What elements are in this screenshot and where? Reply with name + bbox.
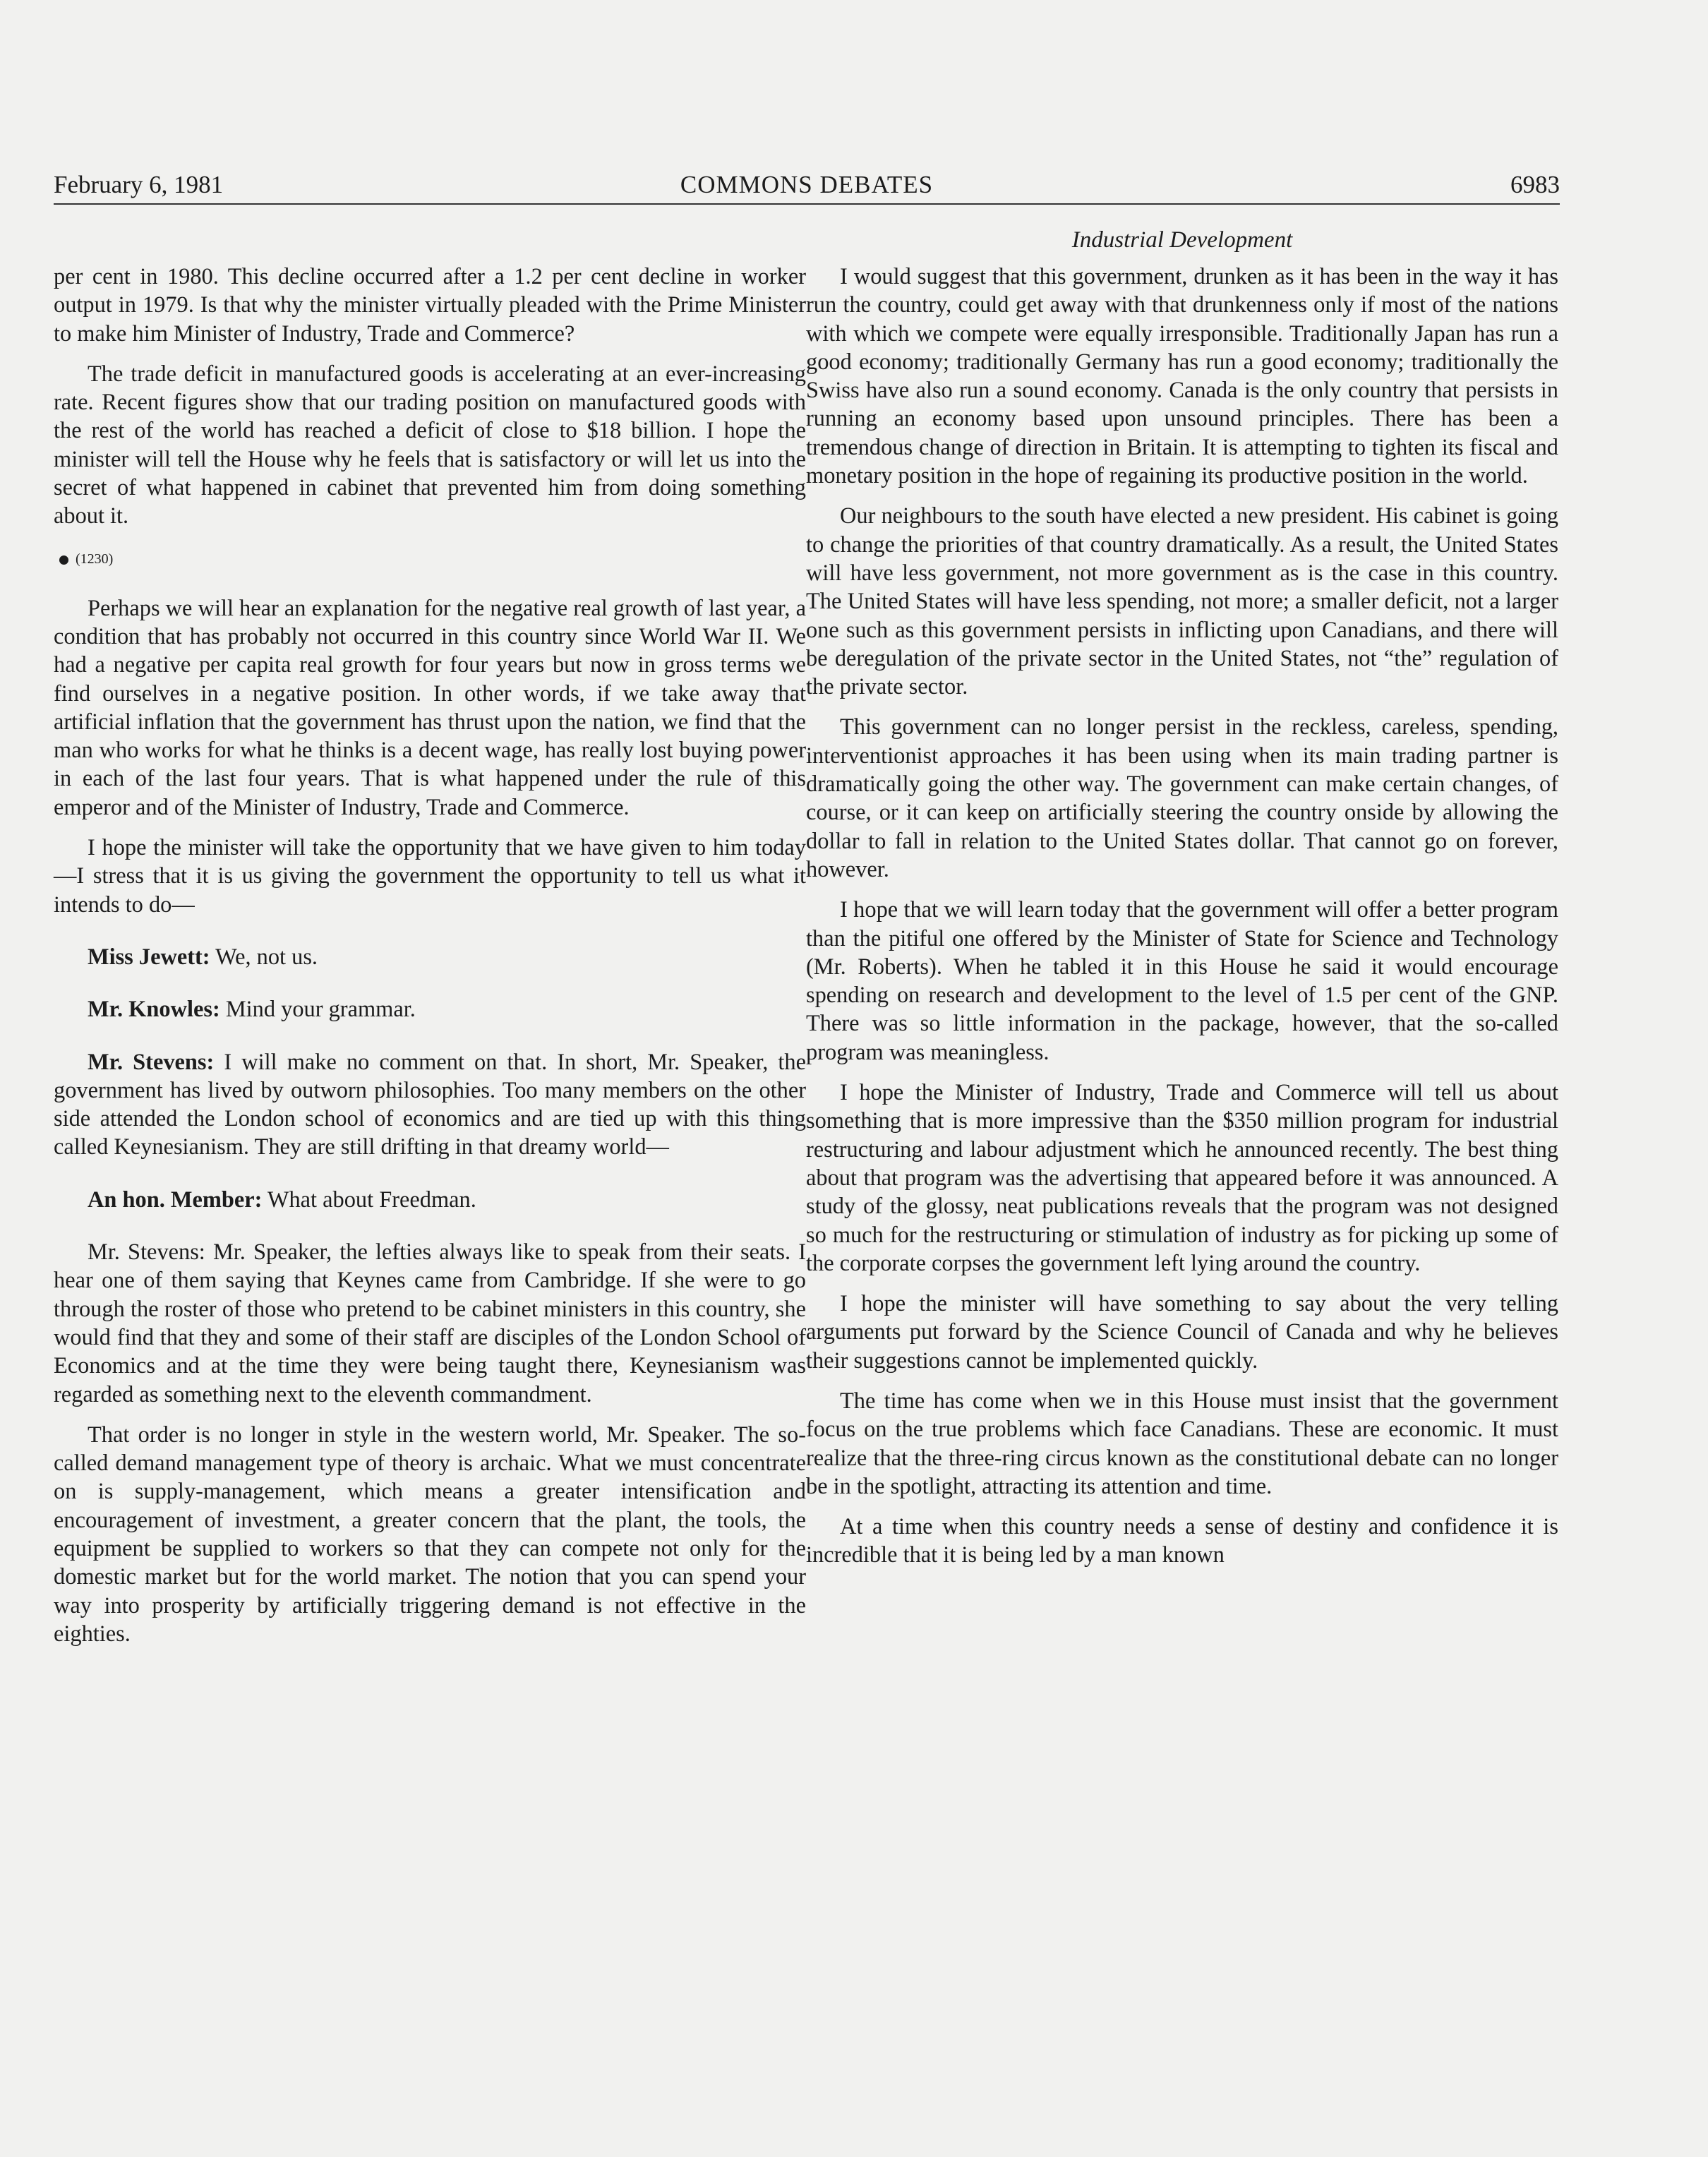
- page-number: 6983: [1510, 171, 1560, 198]
- paragraph: per cent in 1980. This decline occurred after a 1.2 per cent decline in worker output in 1979. Is that why the minister virtually pleaded with the Prime Minister to make him Minister of Industry, Trade and Commerce?: [54, 264, 806, 347]
- speaker-name: Mr. Stevens:: [88, 1049, 215, 1075]
- paragraph: Our neighbours to the south have elected a new president. His cabinet is going to change the priorities of that country dramatically. As a result, the United States will have less government, not more government as is the case in this country. The United States will have less spending, not more; a smaller deficit, not a larger one such as this government persists in inflicting upon Canadians, and there will be deregulation of the private sector in the United States, not “the” regulation of the private sector.: [806, 503, 1558, 700]
- speaker-text: We, not us.: [210, 944, 318, 970]
- paragraph: The trade deficit in manufactured goods is accelerating at an ever-increasing rate. Recent figures show that our trading position on manufactured goods with the rest of the world has reached a deficit of close to $18 billion. I hope the minister will tell the House why he feels that is satisfactory or will let us into the secret of what happened in cabinet that prevented him from doing something about it.: [54, 361, 806, 529]
- bullet-icon: [59, 555, 68, 565]
- speaker-name: Mr. Knowles:: [88, 997, 220, 1023]
- header-title: COMMONS DEBATES: [680, 171, 934, 198]
- paragraph: I hope that we will learn today that the government will offer a better program than the pitiful one offered by the Minister of State for Science and Technology (Mr. Roberts). When he tabled it in this House he said it would encourage spending on research and development to the level of 1.5 per cent of the GNP. There was so little information in the package, however, that the so-called program was meaningless.: [806, 897, 1558, 1065]
- speaker-name: An hon. Member:: [88, 1186, 263, 1213]
- speaker-text: Mr. Speaker, the lefties always like to speak from their seats. I hear one of them saying that Keynes came from Cambridge. If she were to go through the roster of those who pretend to be cabinet ministers in this country, she would find that they and some of their staff are disciples of the London School of Economics and at the time they were being taught there, Keynesianism was regarded as something next to the eleventh commandment.: [54, 1239, 806, 1407]
- right-column: [806, 226, 1558, 1582]
- paragraph: This government can no longer persist in the reckless, careless, spending, interventionist approaches it has been using when its main trading partner is dramatically going the other way. The government can make certain changes, of course, or it can keep on artificially steering the country onside by allowing the dollar to fall in relation to the United States dollar. That cannot go on forever, however.: [806, 714, 1558, 882]
- speaker-entry: [54, 995, 806, 1023]
- paragraph: The time has come when we in this House must insist that the government focus on the true problems which face Canadians. These are economic. It must realize that the three-ring circus known as the constitutional debate can no longer be in the spotlight, attracting its attention and time.: [806, 1388, 1558, 1499]
- speaker-name: Miss Jewett:: [88, 944, 210, 970]
- speaker-text: Mind your grammar.: [219, 997, 416, 1023]
- left-column: [54, 263, 806, 1660]
- speaker-entry: [54, 1186, 806, 1214]
- paragraph: I hope the minister will take the opportunity that we have given to him today—I stress that it is us giving the government the opportunity to tell us what it intends to do—: [54, 835, 806, 918]
- speaker-entry: [54, 943, 806, 971]
- paragraph: That order is no longer in style in the western world, Mr. Speaker. The so-called demand management type of theory is archaic. What we must concentrate on is supply-management, which means a greater intensification and encouragement of investment, a greater concern that the plant, the tools, the equipment be supplied to workers so that they can compete not only for the domestic market but for the world market. The notion that you can spend your way into prosperity by artificially triggering demand is not effective in the eighties.: [54, 1422, 806, 1647]
- paragraph: I hope the minister will have something to say about the very telling arguments put forward by the Science Council of Canada and why he believes their suggestions cannot be implemented quickly.: [806, 1291, 1558, 1374]
- section-title: Industrial Development: [1071, 227, 1293, 253]
- speaker-entry: [54, 1238, 806, 1409]
- paragraph: At a time when this country needs a sense of destiny and confidence it is incredible that it is being led by a man known: [806, 1514, 1558, 1568]
- speaker-entry: [54, 1048, 806, 1162]
- page-header: [54, 167, 1560, 205]
- speaker-text: What about Freedman.: [262, 1186, 476, 1213]
- speaker-name: Mr. Stevens:: [88, 1239, 205, 1266]
- time-marker: [54, 545, 806, 573]
- paragraph: I would suggest that this government, drunken as it has been in the way it has run the country, could get away with that drunkenness only if most of the nations with which we compete were equally irresponsible. Traditionally Japan has run a good economy; traditionally Germany has run a good economy; traditionally the Swiss have also run a sound economy. Canada is the only country that persists in running an economy based upon unsound principles. There has been a tremendous change of direction in Britain. It is attempting to tighten its fiscal and monetary position in the hope of regaining its productive position in the world.: [806, 264, 1558, 489]
- paragraph: Perhaps we will hear an explanation for the negative real growth of last year, a condition that has probably not occurred in this country since World War II. We had a negative per capita real growth for four years but now in gross terms we find ourselves in a negative position. In other words, if we take away that artificial inflation that the government has thrust upon the nation, we find that the man who works for what he thinks is a decent wage, has really lost buying power in each of the last four years. That is what happened under the rule of this emperor and of the Minister of Industry, Trade and Commerce.: [54, 595, 806, 820]
- paragraph: I hope the Minister of Industry, Trade and Commerce will tell us about something that is more impressive than the $350 million program for industrial restructuring and labour adjustment which he announced recently. The best thing about that program was the advertising that appeared before it was announced. A study of the glossy, neat publications reveals that the program was not designed so much for the restructuring or stimulation of industry as for picking up some of the corporate corpses the government left lying around the country.: [806, 1080, 1558, 1276]
- time-marker-text: (1230): [76, 551, 114, 567]
- header-date: February 6, 1981: [54, 171, 224, 198]
- speaker-text: I will make no comment on that. In short, Mr. Speaker, the government has lived by outworn philosophies. Too many members on the other side attended the London school of economics and are tied up with this thing called Keynesianism. They are still drifting in that dreamy world—: [54, 1049, 807, 1160]
